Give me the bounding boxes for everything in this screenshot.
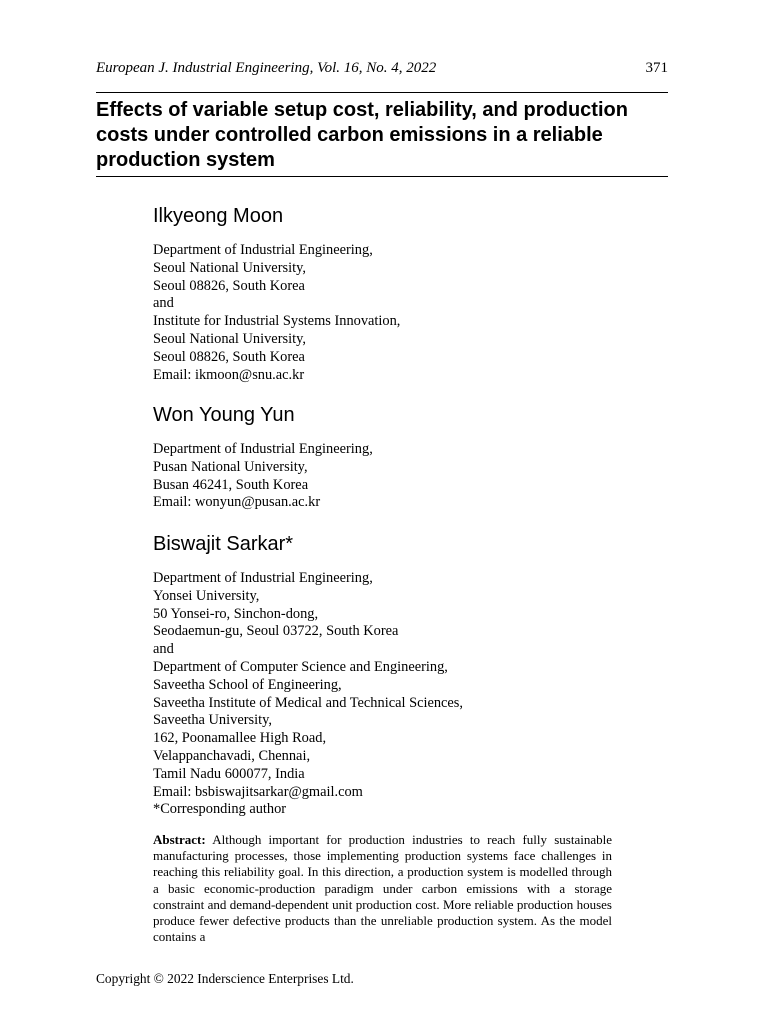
affiliation-line: Seoul National University,	[153, 259, 306, 276]
affiliation-line: Saveetha University,	[153, 712, 272, 729]
title-rule-top	[96, 92, 668, 93]
affiliation-line: Department of Industrial Engineering,	[153, 441, 373, 457]
author-name: Ilkyeong Moon	[153, 205, 284, 227]
affiliation-line: Department of Industrial Engineering,	[153, 570, 373, 586]
affiliation-line: Busan 46241, South Korea	[153, 476, 309, 493]
author-affiliation	[153, 242, 623, 384]
affiliation-line: 50 Yonsei-ro, Sinchon-dong,	[153, 605, 319, 622]
abstract-label: Abstract:	[153, 832, 206, 847]
affiliation-line: Department of Industrial Engineering,	[153, 242, 373, 258]
affiliation-line: Velappanchavadi, Chennai,	[153, 747, 311, 764]
author-block-1	[153, 204, 623, 384]
affiliation-line: Seoul 08826, South Korea	[153, 277, 305, 294]
author-name: Won Young Yun	[153, 404, 295, 426]
affiliation-line: Saveetha Institute of Medical and Technical Sciences,	[153, 694, 464, 711]
journal-citation: European J. Industrial Engineering, Vol. 16, No. 4, 2022	[96, 60, 437, 76]
abstract-text: Although important for production industries to reach fully sustainable manufacturing processes, those implementing production systems face challenges in reaching this reliability goal. In this direction, a production system is modelled through a basic economic-production paradigm under carbon emissions with a storage constraint and demand-dependent unit production cost. More reliable production houses produce fewer defective products than the unreliable production system. As the model contains a	[153, 832, 612, 945]
author-name: Biswajit Sarkar*	[153, 533, 294, 555]
author-affiliation	[153, 570, 623, 819]
affiliation-line: Seoul National University,	[153, 330, 306, 347]
page-number: 371	[645, 60, 668, 76]
affiliation-line: Saveetha School of Engineering,	[153, 676, 342, 693]
title-rule-bottom	[96, 176, 668, 177]
affiliation-line: Tamil Nadu 600077, India	[153, 765, 305, 782]
author-email: Email: wonyun@pusan.ac.kr	[153, 494, 321, 511]
affiliation-line: Seodaemun-gu, Seoul 03722, South Korea	[153, 623, 399, 640]
affiliation-line: Pusan National University,	[153, 458, 308, 475]
author-email: Email: bsbiswajitsarkar@gmail.com	[153, 783, 363, 800]
paper-title: Effects of variable setup cost, reliability, and production costs under controlled carbon emissions in a reliable production system	[96, 99, 628, 171]
affiliation-line: Department of Computer Science and Engineering,	[153, 658, 448, 675]
affiliation-line: 162, Poonamallee High Road,	[153, 730, 327, 747]
copyright-notice: Copyright © 2022 Inderscience Enterprises Ltd.	[96, 971, 354, 986]
author-email: Email: ikmoon@snu.ac.kr	[153, 366, 305, 383]
abstract	[153, 832, 612, 945]
affiliation-line: and	[153, 641, 174, 658]
affiliation-line: and	[153, 295, 174, 312]
author-block-3	[153, 532, 623, 819]
author-affiliation	[153, 441, 623, 512]
affiliation-line: Seoul 08826, South Korea	[153, 348, 305, 365]
affiliation-line: Institute for Industrial Systems Innovation,	[153, 313, 401, 330]
affiliation-line: Yonsei University,	[153, 587, 260, 604]
corresponding-author-note: *Corresponding author	[153, 801, 287, 818]
running-header	[96, 57, 668, 79]
author-block-2	[153, 403, 623, 512]
